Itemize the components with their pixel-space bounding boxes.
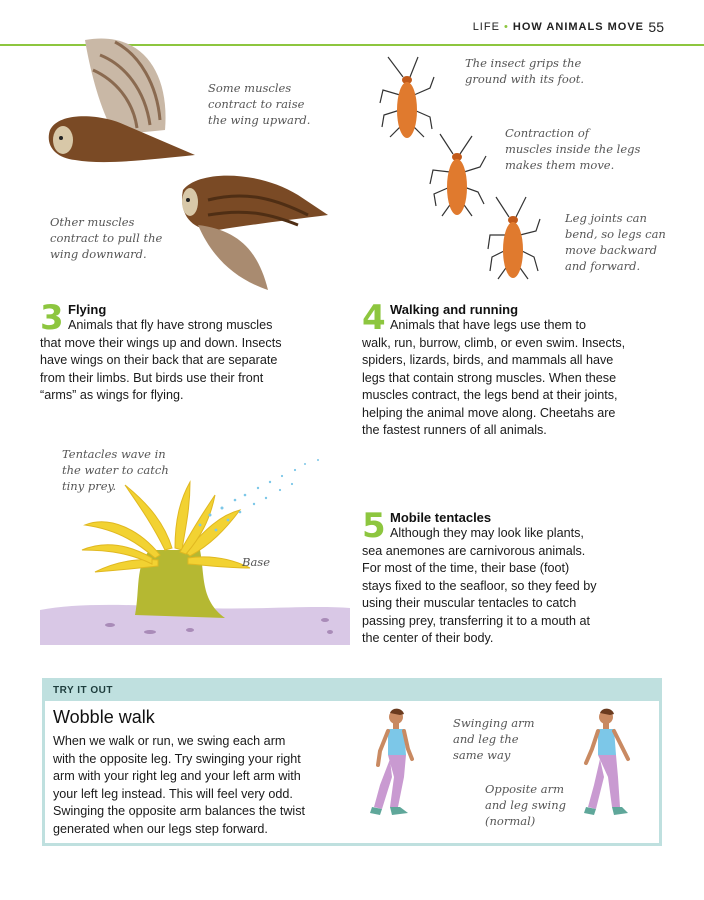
section-title: Walking and running <box>390 302 519 317</box>
caption-owl-wing-up: Some muscles contract to raise the wing upward. <box>208 81 311 127</box>
try-it-out-body: When we walk or run, we swing each arm with the opposite leg. Try swinging your right arm with your right leg and your left arm with your left leg instead. This will feel very odd. Swinging the opposite arm balances the twist generated when our legs step forward. <box>53 734 306 836</box>
section-body: Although they may look like plants, sea anemones are carnivorous animals. For most of the time, their base (foot) stays fixed to the seafloor, so they feed by using their muscular tentacles to catch passing prey, transferring it to a mouth at the center of their body. <box>362 526 597 645</box>
caption-opposite-arm: Opposite arm and leg swing (normal) <box>485 782 566 828</box>
section-number: 3 <box>40 298 64 338</box>
caption-insect-contraction: Contraction of muscles inside the legs makes them move. <box>505 126 641 172</box>
owl-wing-up-illustration <box>45 30 205 170</box>
try-it-out-label: TRY IT OUT <box>53 685 113 696</box>
section-number: 5 <box>362 506 386 546</box>
caption-tentacles: Tentacles wave in the water to catch tiny prey. <box>62 447 169 493</box>
section-body: Animals that fly have strong muscles that move their wings up and down. Insects have wings on their back that are separate from their limbs. But birds use their front “arms” as wings for flying. <box>40 318 282 402</box>
insect-illustration-3 <box>484 195 544 285</box>
caption-base: Base <box>242 555 271 569</box>
section-title: Flying <box>68 302 107 317</box>
header-separator: • <box>503 21 509 33</box>
try-it-out-bar <box>45 681 659 701</box>
caption-owl-wing-down: Other muscles contract to pull the wing downward. <box>50 215 163 261</box>
caption-swinging-arm: Swinging arm and leg the same way <box>453 716 535 762</box>
owl-wing-down-illustration <box>178 170 338 300</box>
header-topic: HOW ANIMALS MOVE <box>512 21 644 33</box>
caption-insect-joints: Leg joints can bend, so legs can move backward and forward. <box>565 211 666 273</box>
section-title: Mobile tentacles <box>390 510 492 525</box>
header-section: LIFE <box>472 21 500 33</box>
try-it-out-title: Wobble walk <box>53 707 155 727</box>
section-body: Animals that have legs use them to walk, run, burrow, climb, or even swim. Insects, spiders, lizards, birds, and mammals all have legs that contain strong muscles. When these muscles contract, the legs bend at their joints, helping the animal move along. Cheetahs are the fastest runners of all animals. <box>362 318 626 437</box>
section-number: 4 <box>362 298 386 338</box>
page-number: 55 <box>648 19 664 35</box>
try-it-out-box <box>42 678 662 846</box>
walker-opposite-side-illustration <box>580 707 640 837</box>
caption-insect-grip: The insect grips the ground with its foot. <box>465 56 585 86</box>
walker-same-side-illustration <box>370 707 430 837</box>
insect-illustration-2 <box>428 132 488 222</box>
